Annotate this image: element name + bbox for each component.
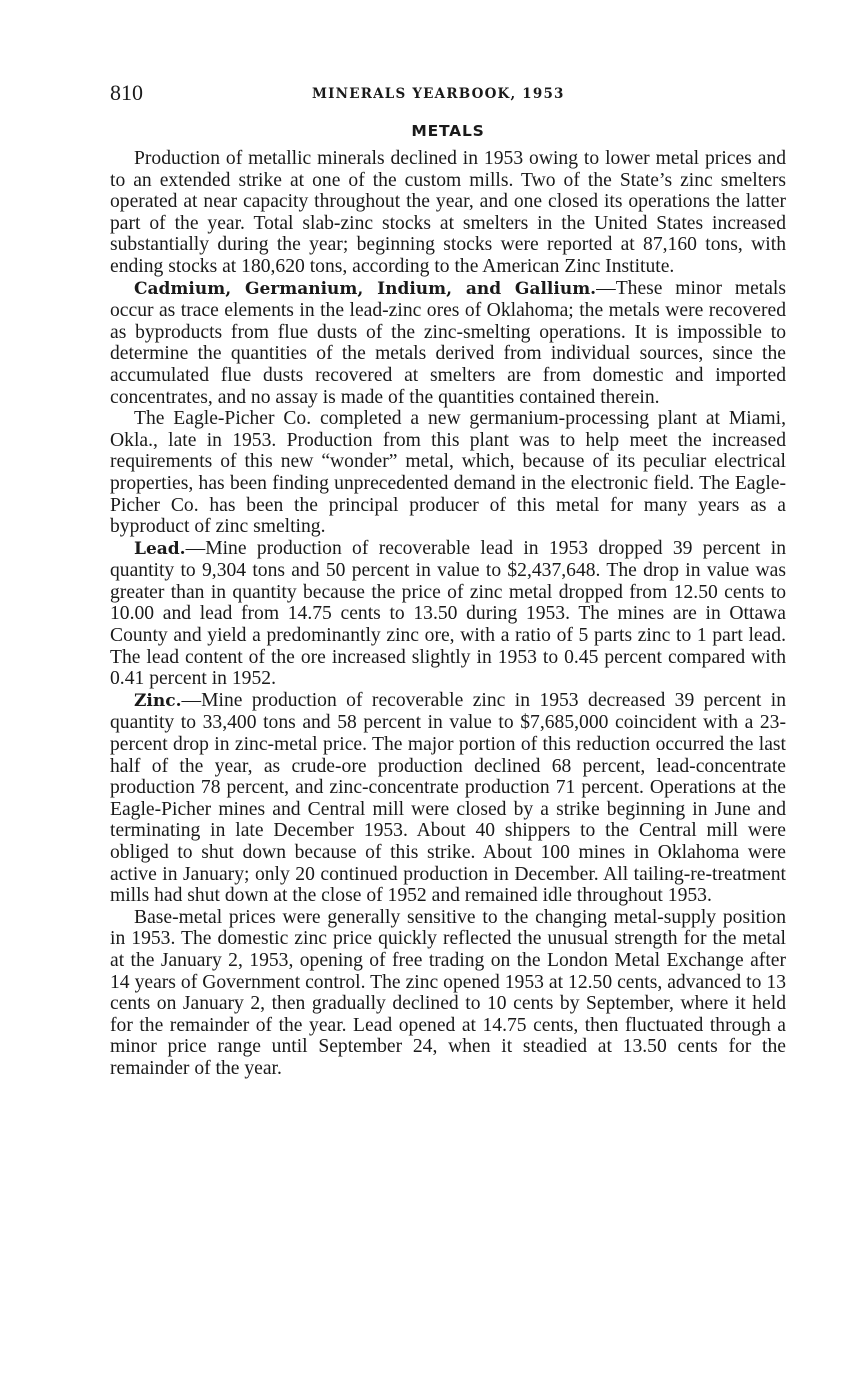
paragraph-text: —Mine production of recoverable zinc in 1953 decreased 39 percent in quantity to 33,400 tons and 58 percent in value to $7,685,000 coincident with a 23-percent drop in zinc-metal price. The major portion of this reduction occurred the last half of the year, as crude-ore production declined 68 percent, lead-concentrate production 78 percent, and zinc-concentrate production 71 percent. Operations at the Eagle-Picher mines and Central mill were closed by a strike beginning in June and terminating in late December 1953. About 40 shippers to the Central mill were obliged to shut down because of this strike. About 100 mines in Oklahoma were active in January; only 20 continued production in December. All tailing-re-treatment mills had shut down at the close of 1952 and remained idle throughout 1953. bbox=[110, 689, 786, 907]
paragraph-text: Production of metallic minerals declined in 1953 owing to lower metal prices and to an extended strike at one of the custom mills. Two of the State’s zinc smelters operated at near capacity throughout the year, and one closed its operations the latter part of the year. Total slab-zinc stocks at smelters in the United States increased substantially during the year; beginning stocks were reported at 87,160 tons, with ending stocks at 180,620 tons, according to the American Zinc Institute. bbox=[110, 148, 786, 277]
section-title: METALS bbox=[411, 122, 485, 140]
paragraph-cadmium bbox=[110, 278, 786, 409]
paragraph-intro bbox=[110, 148, 786, 278]
paragraph-germanium-plant bbox=[110, 408, 786, 538]
page bbox=[110, 78, 786, 1080]
paragraph-text: The Eagle-Picher Co. completed a new germanium-processing plant at Miami, Okla., late in 1953. Production from this plant was to help meet the increased requirements of this new “wonder” metal, which, because of its peculiar electrical properties, has been finding unprecedented demand in the electronic field. The Eagle-Picher Co. has been the principal producer of this metal for many years as a byproduct of zinc smelting. bbox=[110, 408, 786, 538]
paragraph-zinc bbox=[110, 690, 786, 907]
page-number: 810 bbox=[110, 80, 143, 105]
paragraph-lead-in: Zinc. bbox=[134, 690, 182, 711]
paragraph-text: —Mine production of recoverable lead in 1953 dropped 39 percent in quantity to 9,304 tons and 50 percent in value to $2,437,648. The drop in value was greater than in quantity because the price of zinc metal dropped from 12.50 cents to 10.00 and lead from 14.75 cents to 13.50 during 1953. The mines are in Ottawa County and yield a predominantly zinc ore, with a ratio of 5 parts zinc to 1 part lead. The lead content of the ore increased slightly in 1953 to 0.45 percent compared with 0.41 percent in 1952. bbox=[110, 537, 786, 690]
paragraph-lead-in: Lead. bbox=[134, 538, 186, 559]
running-title: MINERALS YEARBOOK, 1953 bbox=[312, 86, 565, 102]
running-head bbox=[110, 78, 786, 112]
paragraph-text: Base-metal prices were generally sensitive to the changing metal-supply position in 1953. The domestic zinc price quickly reflected the unusual strength for the metal at the January 2, 1953, opening of free trading on the London Metal Exchange after 14 years of Government control. The zinc opened 1953 at 12.50 cents, advanced to 13 cents on January 2, then gradually declined to 10 cents by September, where it held for the remainder of the year. Lead opened at 14.75 cents, then fluctuated through a minor price range until September 24, when it steadied at 13.50 cents for the remainder of the year. bbox=[110, 906, 786, 1079]
paragraph-prices bbox=[110, 907, 786, 1080]
paragraph-lead bbox=[110, 538, 786, 690]
paragraph-text: —These minor metals occur as trace elements in the lead-zinc ores of Oklahoma; the metals were recovered as byproducts from flue dusts of the zinc-smelting operations. It is impossible to determine the quantities of the metals derived from individual sources, since the accumulated flue dusts recovered at smelters are from domestic and imported concentrates, and no assay is made of the quantities contained therein. bbox=[110, 277, 787, 408]
paragraph-lead-in: Cadmium, Germanium, Indium, and Gallium. bbox=[134, 278, 597, 299]
body-text bbox=[110, 148, 786, 1080]
